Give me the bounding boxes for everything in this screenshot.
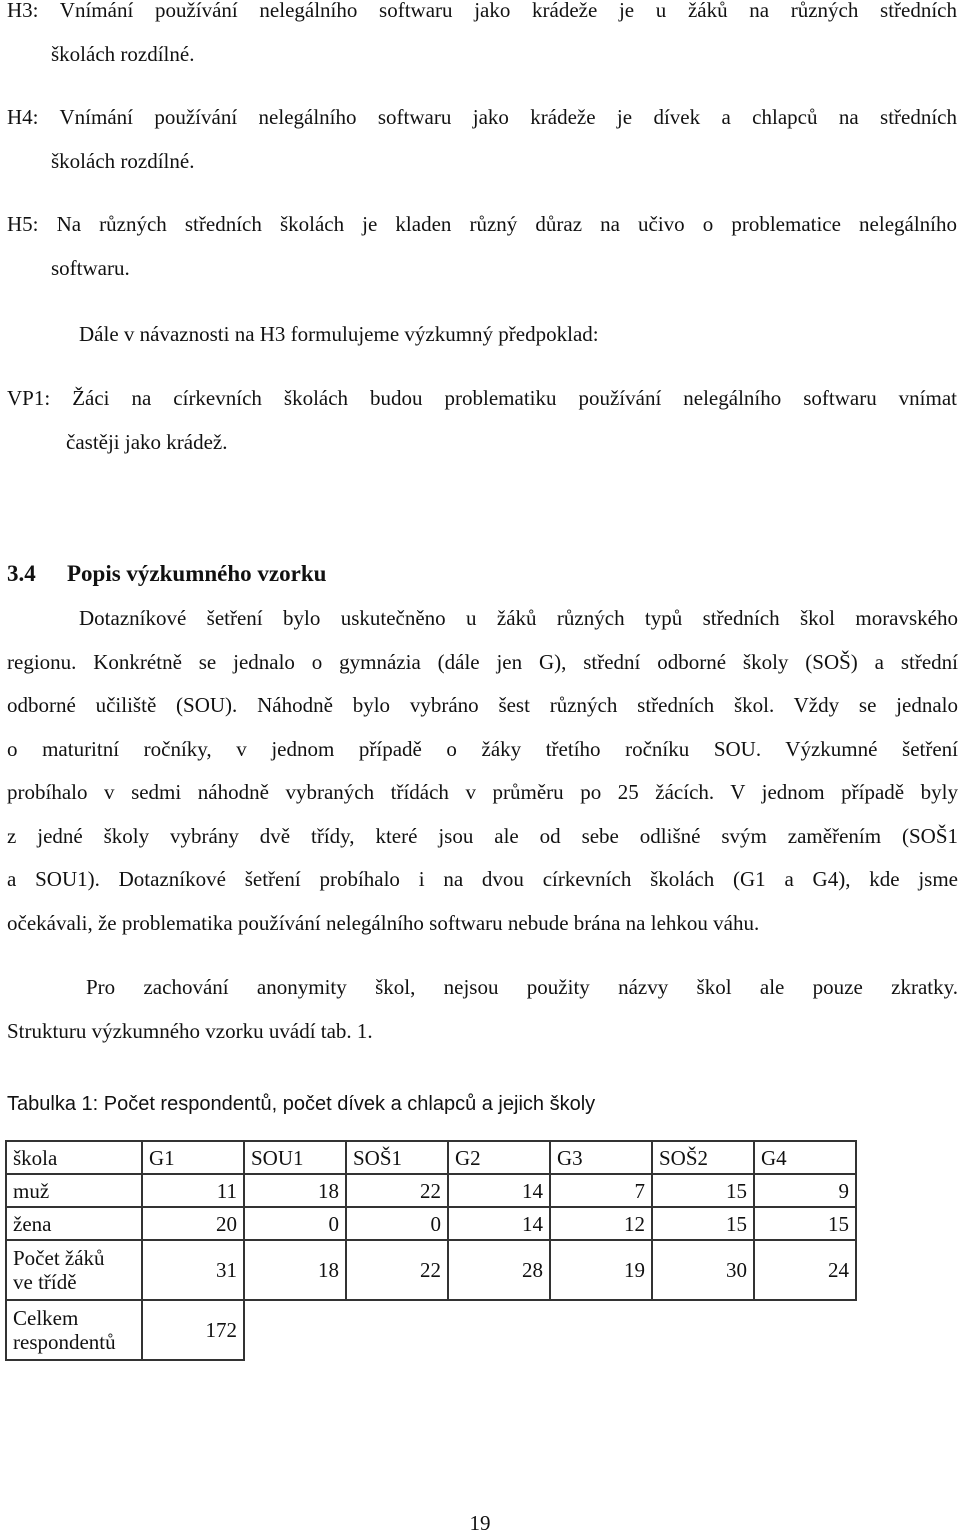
paragraph-line: očekávali, že problematika používání nelegálního softwaru nebude brána na lehkou váhu. bbox=[7, 910, 760, 935]
table-row bbox=[6, 1174, 856, 1207]
section-title: Popis výzkumného vzorku bbox=[67, 561, 327, 586]
row-label: muž bbox=[6, 1174, 142, 1207]
table-header-cell: G1 bbox=[142, 1141, 244, 1174]
table-cell: 0 bbox=[244, 1207, 346, 1240]
table-cell: 18 bbox=[244, 1240, 346, 1300]
hypothesis-h5 bbox=[7, 203, 957, 290]
intro-text: Dále v návaznosti na H3 formulujeme výzkumný předpoklad: bbox=[79, 322, 599, 346]
table-cell: 15 bbox=[652, 1207, 754, 1240]
table-cell: 22 bbox=[346, 1174, 448, 1207]
row-label bbox=[6, 1240, 142, 1300]
table-cell: 11 bbox=[142, 1174, 244, 1207]
paragraph-line: Strukturu výzkumného vzorku uvádí tab. 1. bbox=[7, 1018, 373, 1043]
paragraph-line: regionu. Konkrétně se jednalo o gymnázia (dále jen G), střední odborné školy (SOŠ) a střední bbox=[7, 649, 958, 674]
hypothesis-text: Vnímání používání nelegálního softwaru jako krádeže je u žáků na různých středních bbox=[59, 0, 958, 22]
hypothesis-h4 bbox=[7, 96, 957, 183]
table-cell: 19 bbox=[550, 1240, 652, 1300]
table-cell: 0 bbox=[346, 1207, 448, 1240]
table-cell: 7 bbox=[550, 1174, 652, 1207]
assumption-label: VP1: bbox=[7, 386, 51, 410]
hypothesis-label: H5: bbox=[7, 212, 39, 236]
table-cell: 31 bbox=[142, 1240, 244, 1300]
section-number: 3.4 bbox=[7, 561, 36, 586]
table-cell: 15 bbox=[652, 1174, 754, 1207]
research-assumption-vp1 bbox=[7, 377, 957, 464]
table-header-cell: škola bbox=[6, 1141, 142, 1174]
respondents-table bbox=[5, 1140, 857, 1361]
hypothesis-text-cont: softwaru. bbox=[51, 255, 130, 280]
table-header-cell: SOŠ1 bbox=[346, 1141, 448, 1174]
table-cell: 24 bbox=[754, 1240, 856, 1300]
table-cell: 9 bbox=[754, 1174, 856, 1207]
table-total-row bbox=[6, 1300, 856, 1360]
paragraph-anonymity bbox=[7, 966, 958, 1053]
table-total-cell: 172 bbox=[142, 1300, 244, 1360]
paragraph-sample-description bbox=[7, 597, 958, 945]
paragraph-line: o maturitní ročníky, v jednom případě o žáky třetího ročníku SOU. Výzkumné šetření bbox=[7, 736, 958, 761]
row-label-line: respondentů bbox=[13, 1330, 116, 1354]
table-cell: 20 bbox=[142, 1207, 244, 1240]
table-row bbox=[6, 1207, 856, 1240]
table-header-cell: SOŠ2 bbox=[652, 1141, 754, 1174]
table-cell: 18 bbox=[244, 1174, 346, 1207]
hypothesis-text: Na různých středních školách je kladen různý důraz na učivo o problematice nelegálního bbox=[56, 212, 957, 236]
table-caption: Tabulka 1: Počet respondentů, počet dívek a chlapců a jejich školy bbox=[7, 1093, 596, 1115]
table-header-cell: G3 bbox=[550, 1141, 652, 1174]
page-number: 19 bbox=[469, 1511, 491, 1535]
paragraph-line: z jedné školy vybrány dvě třídy, které jsou ale od sebe odlišné svým zaměřením (SOŠ1 bbox=[7, 823, 958, 848]
assumption-text: Žáci na církevních školách budou problematiku používání nelegálního softwaru vnímat bbox=[72, 386, 958, 410]
row-label bbox=[6, 1300, 142, 1360]
paragraph-line: odborné učiliště (SOU). Náhodně bylo vybráno šest různých středních škol. Vždy se jednalo bbox=[7, 693, 958, 717]
paragraph-line: probíhalo v sedmi náhodně vybraných třídách v průměru po 25 žácích. V jednom případě byly bbox=[7, 780, 958, 804]
row-label: žena bbox=[6, 1207, 142, 1240]
paragraph-line: Dotazníkové šetření bylo uskutečněno u žáků různých typů středních škol moravského bbox=[79, 606, 958, 630]
table-cell: 15 bbox=[754, 1207, 856, 1240]
table-cell: 28 bbox=[448, 1240, 550, 1300]
table-row bbox=[6, 1240, 856, 1300]
table-cell: 30 bbox=[652, 1240, 754, 1300]
table-header-cell: SOU1 bbox=[244, 1141, 346, 1174]
hypothesis-text: Vnímání používání nelegálního softwaru jako krádeže je dívek a chlapců na středních bbox=[59, 105, 957, 129]
row-label-line: ve třídě bbox=[13, 1270, 77, 1294]
paragraph-line: Pro zachování anonymity škol, nejsou použity názvy škol ale pouze zkratky. bbox=[86, 975, 958, 999]
hypothesis-label: H3: bbox=[7, 0, 39, 22]
assumption-text-cont: častěji jako krádež. bbox=[66, 429, 228, 454]
row-label-line: Celkem bbox=[13, 1306, 79, 1330]
table-cell: 22 bbox=[346, 1240, 448, 1300]
table-header-cell: G2 bbox=[448, 1141, 550, 1174]
table-header-cell: G4 bbox=[754, 1141, 856, 1174]
paragraph-line: a SOU1). Dotazníkové šetření probíhalo i na dvou církevních školách (G1 a G4), kde jsme bbox=[7, 867, 958, 891]
hypothesis-label: H4: bbox=[7, 105, 39, 129]
table-cell: 14 bbox=[448, 1207, 550, 1240]
hypothesis-h3 bbox=[7, 0, 957, 76]
hypothesis-text-cont: školách rozdílné. bbox=[51, 148, 195, 173]
table-cell: 14 bbox=[448, 1174, 550, 1207]
section-heading bbox=[7, 552, 326, 595]
hypothesis-text-cont: školách rozdílné. bbox=[51, 41, 195, 66]
table-cell: 12 bbox=[550, 1207, 652, 1240]
row-label-line: Počet žáků bbox=[13, 1246, 105, 1270]
table-header-row bbox=[6, 1141, 856, 1174]
